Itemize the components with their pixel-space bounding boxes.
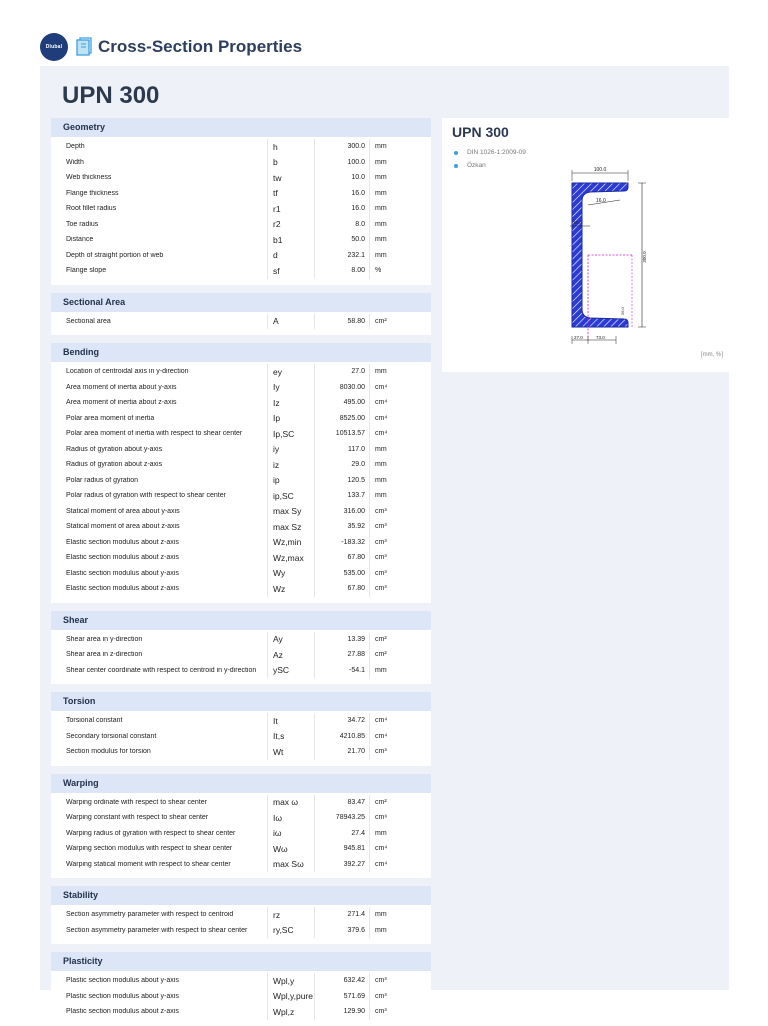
property-description: Toe radius — [66, 220, 99, 228]
property-description: Section asymmetry parameter with respect to shear center — [66, 926, 248, 934]
property-description: Root fillet radius — [66, 205, 117, 213]
property-unit: mm — [369, 170, 418, 186]
table-row — [51, 473, 431, 489]
section-header: Shear — [51, 611, 431, 630]
property-symbol: Ip,SC — [267, 426, 314, 442]
property-symbol: b — [267, 155, 314, 171]
property-symbol: b1 — [267, 232, 314, 248]
property-description: Sectional area — [66, 317, 111, 325]
table-row — [51, 314, 431, 330]
property-unit: cm⁴ — [369, 841, 418, 857]
section-header: Bending — [51, 343, 431, 362]
property-symbol: sf — [267, 263, 314, 279]
property-value: 16.0 — [314, 201, 369, 217]
property-value: -183.32 — [314, 535, 369, 551]
section-body — [51, 971, 431, 1026]
property-description: Statical moment of area about z-axis — [66, 523, 180, 531]
property-unit: mm — [369, 457, 418, 473]
property-symbol: Wpl,z — [267, 1004, 314, 1020]
property-symbol: rz — [267, 907, 314, 923]
property-description: Flange slope — [66, 267, 107, 275]
property-unit: cm² — [369, 314, 418, 330]
property-description: Plastic section modulus about z-axis — [66, 1008, 179, 1016]
info-list — [454, 146, 526, 172]
property-symbol: Iω — [267, 810, 314, 826]
section-gap — [51, 603, 431, 611]
property-symbol: Az — [267, 647, 314, 663]
property-symbol: ip — [267, 473, 314, 489]
property-description: Polar area moment of inertia — [66, 414, 155, 422]
property-value: 10513.57 — [314, 426, 369, 442]
property-symbol: Wz,max — [267, 550, 314, 566]
section-gap — [51, 878, 431, 886]
property-value: 8525.00 — [314, 411, 369, 427]
section-header: Torsion — [51, 692, 431, 711]
property-value: 571.69 — [314, 989, 369, 1005]
property-value: 945.81 — [314, 841, 369, 857]
property-symbol: r1 — [267, 201, 314, 217]
property-value: 316.00 — [314, 504, 369, 520]
section-body — [51, 137, 431, 285]
table-row — [51, 442, 431, 458]
property-description: Warping radius of gyration with respect to shear center — [66, 829, 236, 837]
property-value: 16.0 — [314, 186, 369, 202]
property-description: Elastic section modulus about z-axis — [66, 585, 179, 593]
table-row — [51, 201, 431, 217]
property-description: Warping constant with respect to shear center — [66, 814, 209, 822]
property-value: 27.4 — [314, 826, 369, 842]
property-unit: mm — [369, 442, 418, 458]
property-symbol: ry,SC — [267, 923, 314, 939]
property-unit: cm⁴ — [369, 857, 418, 873]
property-value: 392.27 — [314, 857, 369, 873]
property-symbol: Ay — [267, 632, 314, 648]
property-description: Elastic section modulus about y-axis — [66, 569, 179, 577]
property-description: Web thickness — [66, 174, 112, 182]
property-description: Depth of straight portion of web — [66, 251, 164, 259]
property-unit: cm² — [369, 632, 418, 648]
property-value: 8.00 — [314, 263, 369, 279]
property-symbol: r2 — [267, 217, 314, 233]
property-symbol: iy — [267, 442, 314, 458]
property-description: Depth — [66, 143, 85, 151]
units-note: [mm, %] — [701, 352, 723, 358]
property-value: 120.5 — [314, 473, 369, 489]
property-symbol: A — [267, 314, 314, 330]
property-description: Width — [66, 158, 84, 166]
app-title: Cross-Section Properties — [98, 37, 303, 56]
property-value: 27.88 — [314, 647, 369, 663]
property-value: 67.80 — [314, 581, 369, 597]
table-row — [51, 155, 431, 171]
table-row — [51, 426, 431, 442]
section-gap — [51, 684, 431, 692]
table-row — [51, 170, 431, 186]
section-info-card — [442, 118, 729, 372]
property-value: 117.0 — [314, 442, 369, 458]
property-unit: mm — [369, 663, 418, 679]
dim-bottom-left: 27.0 — [574, 335, 583, 340]
property-unit: mm — [369, 488, 418, 504]
section-header: Sectional Area — [51, 293, 431, 312]
property-description: Shear center coordinate with respect to centroid in y-direction — [66, 666, 257, 674]
property-symbol: Wz — [267, 581, 314, 597]
property-value: -54.1 — [314, 663, 369, 679]
property-description: Area moment of inertia about y-axis — [66, 383, 177, 391]
table-row — [51, 395, 431, 411]
table-row — [51, 566, 431, 582]
property-description: Elastic section modulus about z-axis — [66, 538, 179, 546]
table-row — [51, 907, 431, 923]
property-symbol: It — [267, 713, 314, 729]
property-description: Warping ordinate with respect to shear center — [66, 798, 207, 806]
property-symbol: Wpl,y,pure — [267, 989, 314, 1005]
property-description: Section modulus for torsion — [66, 748, 151, 756]
table-row — [51, 857, 431, 873]
property-description: Polar area moment of inertia with respect to shear center — [66, 430, 243, 438]
table-row — [51, 826, 431, 842]
table-row — [51, 810, 431, 826]
property-value: 133.7 — [314, 488, 369, 504]
property-unit: cm² — [369, 647, 418, 663]
table-row — [51, 535, 431, 551]
property-symbol: iz — [267, 457, 314, 473]
property-value: 78943.25 — [314, 810, 369, 826]
property-unit: mm — [369, 248, 418, 264]
property-unit: cm⁶ — [369, 810, 418, 826]
property-unit: cm⁴ — [369, 729, 418, 745]
property-symbol: Wpl,y — [267, 973, 314, 989]
property-value: 8.0 — [314, 217, 369, 233]
property-symbol: d — [267, 248, 314, 264]
property-unit: mm — [369, 923, 418, 939]
table-row — [51, 263, 431, 279]
property-symbol: Iz — [267, 395, 314, 411]
property-unit: cm⁴ — [369, 411, 418, 427]
property-symbol: ySC — [267, 663, 314, 679]
table-row — [51, 248, 431, 264]
property-unit: cm³ — [369, 535, 418, 551]
property-value: 232.1 — [314, 248, 369, 264]
section-body — [51, 312, 431, 336]
property-unit: mm — [369, 139, 418, 155]
info-item: DIN 1026-1:2009-09 — [454, 146, 526, 159]
property-description: Plastic section modulus about y-axis — [66, 977, 179, 985]
section-body — [51, 362, 431, 603]
property-value: 35.92 — [314, 519, 369, 535]
property-unit: cm³ — [369, 989, 418, 1005]
section-header: Warping — [51, 774, 431, 793]
table-row — [51, 217, 431, 233]
section-gap — [51, 285, 431, 293]
section-name: UPN 300 — [452, 124, 509, 140]
property-symbol: tw — [267, 170, 314, 186]
property-unit: % — [369, 263, 418, 279]
properties-table — [51, 118, 431, 1026]
property-unit: mm — [369, 232, 418, 248]
property-symbol: Wω — [267, 841, 314, 857]
property-symbol: ip,SC — [267, 488, 314, 504]
section-header: Stability — [51, 886, 431, 905]
table-row — [51, 923, 431, 939]
property-value: 67.80 — [314, 550, 369, 566]
table-row — [51, 1004, 431, 1020]
property-unit: mm — [369, 364, 418, 380]
dim-height: 300.0 — [642, 251, 647, 263]
section-gap — [51, 335, 431, 343]
section-gap — [51, 944, 431, 952]
section-body — [51, 793, 431, 879]
property-unit: cm³ — [369, 1004, 418, 1020]
property-unit: cm³ — [369, 504, 418, 520]
property-description: Statical moment of area about y-axis — [66, 507, 180, 515]
table-row — [51, 989, 431, 1005]
table-row — [51, 550, 431, 566]
property-unit: mm — [369, 217, 418, 233]
property-value: 129.90 — [314, 1004, 369, 1020]
table-row — [51, 581, 431, 597]
dim-bottom-right: 73.0 — [596, 335, 605, 340]
cross-section-drawing — [560, 165, 670, 355]
property-description: Elastic section modulus about z-axis — [66, 554, 179, 562]
property-unit: cm² — [369, 795, 418, 811]
table-row — [51, 973, 431, 989]
property-description: Polar radius of gyration — [66, 476, 138, 484]
section-body — [51, 711, 431, 766]
table-row — [51, 139, 431, 155]
property-symbol: Wz,min — [267, 535, 314, 551]
property-symbol: Wy — [267, 566, 314, 582]
property-unit: cm³ — [369, 744, 418, 760]
property-unit: cm³ — [369, 519, 418, 535]
table-row — [51, 632, 431, 648]
property-value: 21.70 — [314, 744, 369, 760]
property-description: Area moment of inertia about z-axis — [66, 399, 177, 407]
property-description: Polar radius of gyration with respect to shear center — [66, 492, 226, 500]
bullet-icon — [454, 164, 458, 168]
property-symbol: iω — [267, 826, 314, 842]
table-row — [51, 647, 431, 663]
property-symbol: Wt — [267, 744, 314, 760]
property-description: Warping section modulus with respect to shear center — [66, 845, 233, 853]
property-value: 34.72 — [314, 713, 369, 729]
property-value: 58.80 — [314, 314, 369, 330]
table-row — [51, 504, 431, 520]
dim-width: 100.0 — [593, 167, 607, 173]
property-description: Shear area in y-direction — [66, 635, 143, 643]
property-description: Plastic section modulus about y-axis — [66, 992, 179, 1000]
property-unit: cm⁴ — [369, 713, 418, 729]
property-symbol: max Sω — [267, 857, 314, 873]
page-title: UPN 300 — [62, 82, 160, 109]
section-header: Geometry — [51, 118, 431, 137]
table-row — [51, 457, 431, 473]
property-value: 27.0 — [314, 364, 369, 380]
dim-small: 26.0 — [620, 307, 625, 315]
table-row — [51, 380, 431, 396]
table-row — [51, 488, 431, 504]
property-symbol: Ip — [267, 411, 314, 427]
section-body — [51, 905, 431, 944]
property-value: 271.4 — [314, 907, 369, 923]
property-symbol: tf — [267, 186, 314, 202]
property-value: 50.0 — [314, 232, 369, 248]
property-unit: mm — [369, 907, 418, 923]
property-unit: cm⁴ — [369, 426, 418, 442]
property-unit: cm³ — [369, 973, 418, 989]
info-item: Özkan — [454, 159, 526, 172]
property-description: Secondary torsional constant — [66, 732, 157, 740]
property-symbol: h — [267, 139, 314, 155]
property-description: Distance — [66, 236, 94, 244]
property-symbol: It,s — [267, 729, 314, 745]
property-description: Shear area in z-direction — [66, 651, 143, 659]
header — [40, 30, 302, 64]
table-row — [51, 364, 431, 380]
property-unit: cm³ — [369, 581, 418, 597]
property-symbol: max ω — [267, 795, 314, 811]
property-description: Torsional constant — [66, 717, 123, 725]
table-row — [51, 519, 431, 535]
table-row — [51, 232, 431, 248]
property-symbol: ey — [267, 364, 314, 380]
property-value: 535.00 — [314, 566, 369, 582]
dim-web: 10.0 — [573, 220, 582, 225]
property-value: 13.39 — [314, 632, 369, 648]
table-row — [51, 729, 431, 745]
property-value: 300.0 — [314, 139, 369, 155]
table-row — [51, 663, 431, 679]
property-value: 10.0 — [314, 170, 369, 186]
property-value: 495.00 — [314, 395, 369, 411]
property-description: Location of centroidal axis in y-direction — [66, 368, 189, 376]
property-value: 8030.00 — [314, 380, 369, 396]
property-unit: cm⁴ — [369, 395, 418, 411]
property-symbol: max Sy — [267, 504, 314, 520]
property-symbol: Iy — [267, 380, 314, 396]
property-value: 29.0 — [314, 457, 369, 473]
property-description: Warping statical moment with respect to shear center — [66, 860, 231, 868]
table-row — [51, 411, 431, 427]
property-description: Radius of gyration about z-axis — [66, 461, 163, 469]
section-header: Plasticity — [51, 952, 431, 971]
property-unit: cm⁴ — [369, 380, 418, 396]
property-value: 632.42 — [314, 973, 369, 989]
property-unit: mm — [369, 826, 418, 842]
property-value: 83.47 — [314, 795, 369, 811]
property-symbol: max Sz — [267, 519, 314, 535]
table-row — [51, 841, 431, 857]
property-description: Radius of gyration about y-axis — [66, 445, 163, 453]
property-unit: mm — [369, 155, 418, 171]
table-row — [51, 186, 431, 202]
property-description: Section asymmetry parameter with respect to centroid — [66, 911, 234, 919]
table-row — [51, 713, 431, 729]
table-row — [51, 744, 431, 760]
dlubal-logo: Dlubal — [40, 33, 68, 61]
property-unit: mm — [369, 186, 418, 202]
cross-section-book-icon — [75, 37, 93, 57]
property-unit: cm³ — [369, 550, 418, 566]
property-unit: mm — [369, 473, 418, 489]
section-body — [51, 630, 431, 685]
property-unit: cm³ — [369, 566, 418, 582]
bullet-icon — [454, 151, 458, 155]
property-description: Flange thickness — [66, 189, 119, 197]
main-panel — [40, 66, 729, 1017]
section-gap — [51, 766, 431, 774]
property-unit: mm — [369, 201, 418, 217]
dim-flange: 16.0 — [596, 198, 606, 204]
property-value: 4210.85 — [314, 729, 369, 745]
property-value: 379.6 — [314, 923, 369, 939]
table-row — [51, 795, 431, 811]
property-value: 100.0 — [314, 155, 369, 171]
